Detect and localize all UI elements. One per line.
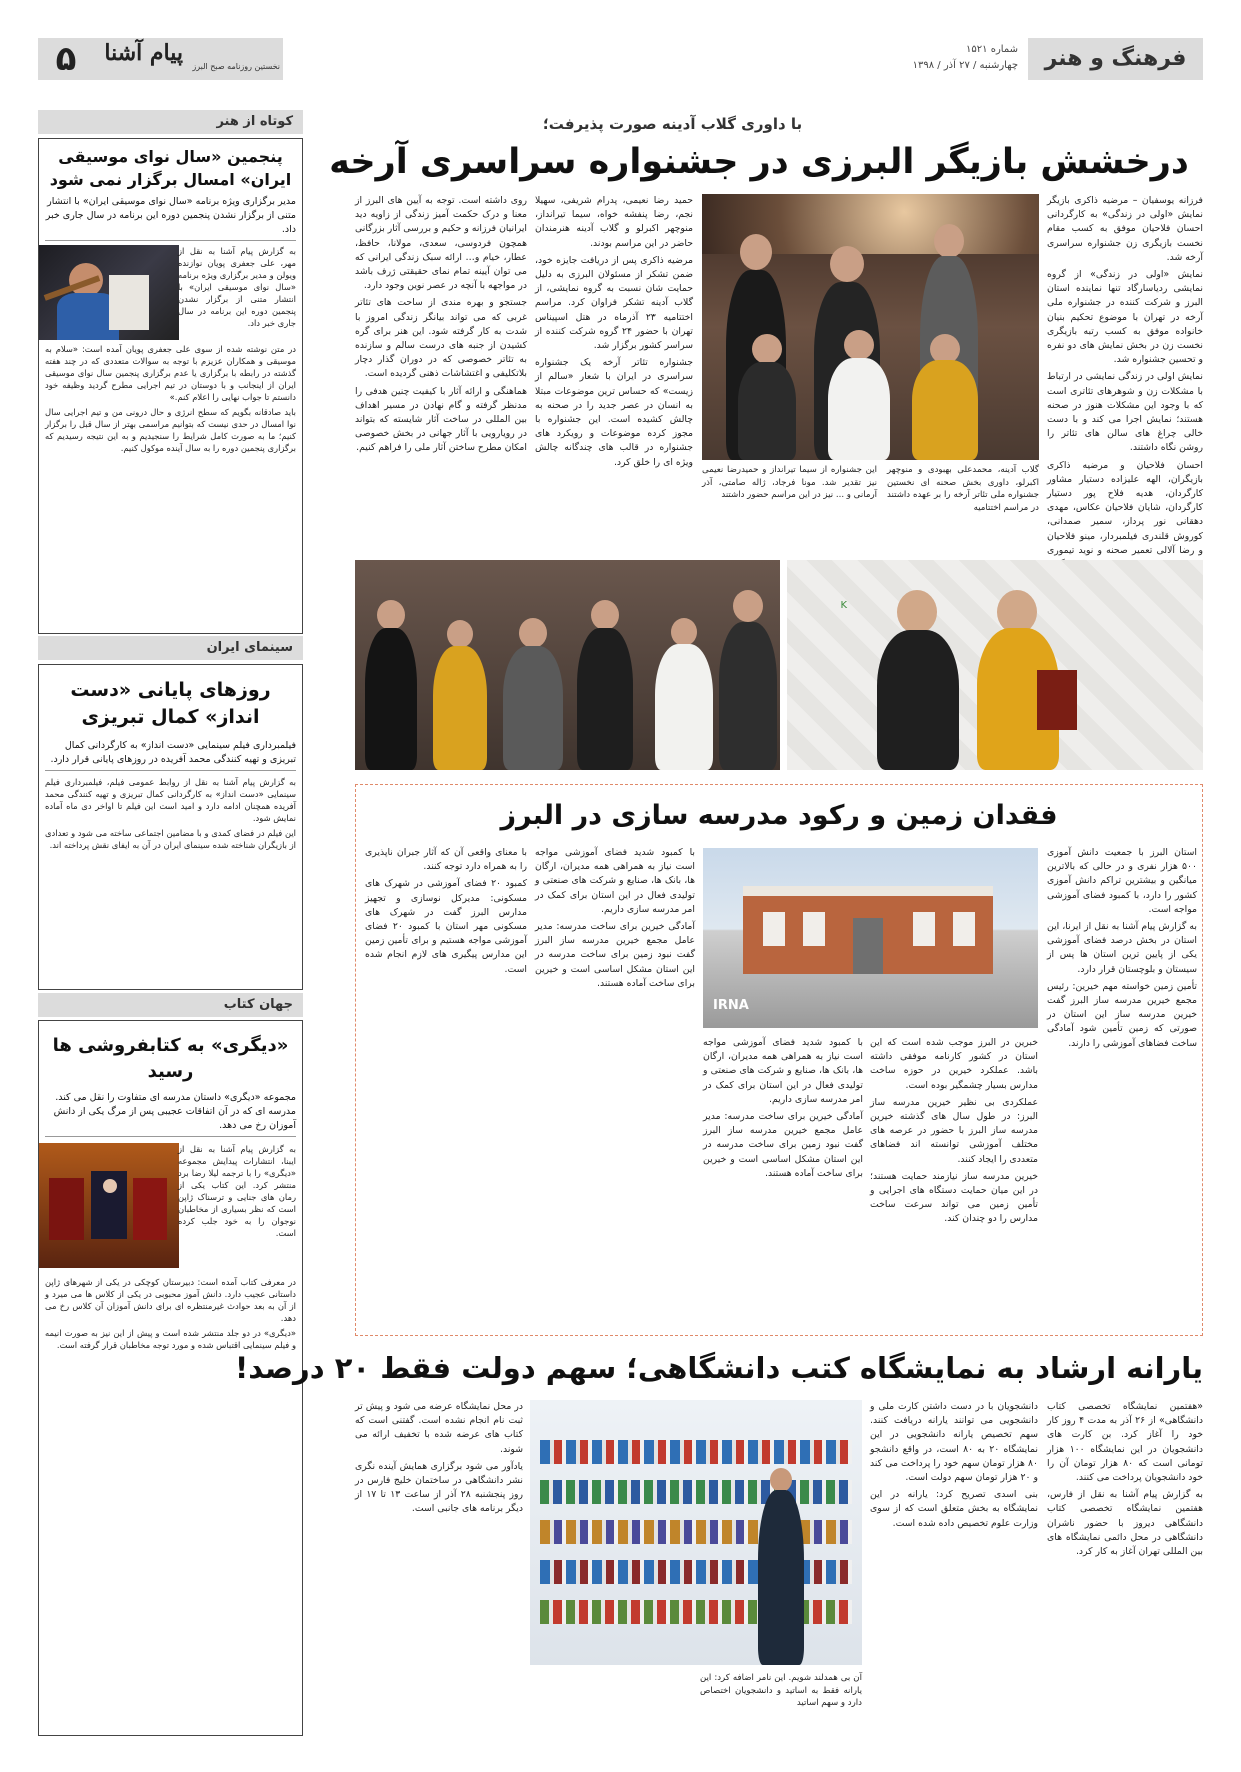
sidebar-box1-lead: مدیر برگزاری ویژه برنامه «سال نوای موسیقی ایران» با انتشار متنی از برگزار نشدن پنجمین دوره این برنامه در سال جاری خبر داد. [45, 195, 296, 241]
sidebar-section-1: کوتاه از هنر [216, 114, 293, 129]
sidebar-box1-body3: باید صادقانه بگویم که سطح انرژی و حال درونی من و تیم اجرایی سال نوا امسال در حدی نیست که بتوانیم مراسمی بهتر از سال قبل را برگزار کنیم؛ ما به صورت کامل شرایط را سنجیدیم و به این نتیجه رسیدیم که برگزاری پنجمین دوره را به سال آینده موکول کنیم. [45, 407, 296, 453]
main-col2-p2: مرضیه ذاکری پس از دریافت جایزه خود، ضمن تشکر از مسئولان البرزی به دلیل حمایت شان نسبت به گروه نمایشی، از گلاب آدینه تشکر فراوان کرد. مراسم اختتامیه ۲۳ آذرماه در هتل اسپیناس تهران با حضور ۲۴ گروه شرکت کننده از سراسر کشور برگزار شد. [535, 254, 693, 352]
sidebar-box3-lead: مجموعه «دیگری» داستان مدرسه ای متفاوت را نقل می کند. مدرسه ای که در آن اتفاقات عجیبی پس از مرگ یکی از دانش آموزان رخ می دهد. [45, 1091, 296, 1137]
violinist-photo [39, 245, 179, 340]
school-building-photo [703, 848, 1038, 1028]
school-column-2 [870, 1036, 1038, 1328]
book-headline: یارانه ارشاد به نمایشگاه کتب دانشگاهی؛ سهم دولت فقط ۲۰ درصد! [235, 1351, 1203, 1385]
school-col2-p2: عملکردی بی نظیر خیرین مدرسه ساز البرز: در طول سال های گذشته خیرین مدرسه ساز البرز با حضور در عرصه های مختلف آموزشی توانسته اند فضاهای متعددی را ایجاد کنند. [870, 1096, 1038, 1165]
sidebar-box1-title: پنجمین «سال نوای موسیقی ایران» امسال برگزار نمی شود [49, 147, 292, 189]
sidebar-box3-body2: در معرفی کتاب آمده است: دبیرستان کوچکی در یکی از شهرهای ژاپن داستانی عجیب دارد. دانش آموز محبوبی در یکی از کلاس ها می میرد و از آن به بعد حوادث غیرمنتظره ای برای دانش آموزان آن کلاس رخ می دهد. [45, 1277, 296, 1323]
sidebar-box1-body1: به گزارش پیام آشنا به نقل از مهر، علی جعفری پویان نوازنده ویولن و مدیر برگزاری ویژه برنامه «سال نوای موسیقی ایران» با انتشار متنی از برگزار نشدن پنجمین دوره این برنامه در سال جاری خبر داد. [178, 246, 296, 328]
page-header [38, 38, 1203, 80]
book-column-1 [1047, 1400, 1203, 1736]
photo-caption-1: گلاب آدینه، محمدعلی بهبودی و منوچهر اکبرلو، داوری بخش صحنه ای نخستین جشنواره ملی تئاتر آرخه را بر عهده داشتند در مراسم اختتامیه [887, 465, 1039, 513]
sidebar-box3-body1: به گزارش پیام آشنا به نقل از ایبنا، انتشارات پیدایش مجموعه «دیگری» را با ترجمه لیلا رضا برد منتشر کرد. این کتاب یکی از رمان های جنایی و ترسناک ژاپن است که نظر بسیاری از مخاطبان نوجوان را به خود جلب کرده است. [178, 1144, 296, 1238]
main-headline: درخشش بازیگر البرزی در جشنواره سراسری آرخه [329, 142, 1189, 182]
book-column-2 [870, 1400, 1038, 1736]
issue-number: شماره ۱۵۲۱ [966, 44, 1018, 55]
school-col4-p1: با کمبود شدید فضای آموزشی مواجه است نیاز به همراهی همه مدیران، ارگان ها، بانک ها، صنایع و شرکت های صنعتی و تولیدی فعال در این استان برای کمک در امر مدرسه سازی داریم. [535, 847, 695, 915]
book-cover-photo [39, 1143, 179, 1268]
page-number: ۵ [55, 39, 77, 79]
main-col1-p3: نمایش اولی در زندگی نمایشی در ارتباط با مشکلات زن و شوهرهای تئاتری است که با وجود این مشکلات هنوز در صحنه هستند؛ نمایش اجرا می کند و با دست خالی چراغ های سالن های تئاتر را روشن نگاه داشتند. [1047, 371, 1203, 454]
main-col3-p2: جستجو و بهره مندی از ساحت های تئاتر غربی که می تواند بیانگر زندگی امروز با شدت به کار گرفته شود. این هنر برای گره کشیدن از جنبه های درست سالم و سازنده به تئاتر خصوصی که در دوران گذار دچار بلاتکلیفی و اغتشاشات ذهنی گردیده است. [355, 297, 527, 380]
school-col1-p3: تأمین زمین خواسته مهم خیرین: رئیس مجمع خیرین مدرسه ساز البرز گفت خیرین مدرسه ساز این استان در صورتی که زمین تأمین شود آمادگی ساخت فضاهای آموزشی را دارند. [1047, 980, 1197, 1049]
sidebar-box1-body2: در متن نوشته شده از سوی علی جعفری پویان آمده است: «سلام به موسیقی و همکاران عزیزم با توجه به سوالات متعددی که در چند هفته گذشته در رابطه با برگزاری یا عدم برگزاری پنجمین سال نوای موسیقی ایران از اینجانب و با دوستان در تیم اجرایی مطرح گردید وظیفه خود دانستم تا جواب نهایی را اعلام کنم.» [45, 344, 296, 402]
section-bar [1028, 38, 1203, 80]
school-col5-p1: با معنای واقعی آن که آثار جبران ناپذیری را به همراه دارد توجه کنند. [365, 847, 527, 873]
sidebar-section-bar-2 [38, 636, 303, 660]
school-column-4 [535, 846, 695, 1328]
school-col1-p2: به گزارش پیام آشنا به نقل از ایرنا، این استان در بخش درصد فضای آموزشی یکی از پایین ترین استان ها پس از سیستان و بلوچستان قرار دارد. [1047, 921, 1197, 975]
sidebar-box3-title: «دیگری» به کتابفروشی ها رسید [52, 1035, 289, 1082]
main-column-1 [1047, 194, 1203, 556]
main-col2-p3: جشنواره تئاتر آرخه یک جشنواره سراسری در ایران با شعار «سالم از زیست» که حساس ترین موضوعات مبتلا به انسان در عصر جدید را در صحنه به چالش کشیده است. این جشنواره با مجوز کرده موضوعات و رویکرد های جشنواره در قالب های چندگانه چالش ویژه ای را خلق کرد. [535, 357, 693, 468]
award-group-photo [702, 194, 1039, 460]
book-col3-p1: در محل نمایشگاه عرضه می شود و پیش تر ثبت نام انجام نشده است. گفتنی است که کتاب های عرضه شده با تخفیف ارائه می شوند. [355, 1401, 523, 1455]
sidebar-section-3: جهان کتاب [223, 997, 293, 1012]
school-column-1 [1047, 846, 1197, 1328]
sidebar-box2-body1: به گزارش پیام آشنا به نقل از روابط عمومی فیلم، فیلمبرداری فیلم سینمایی «دست انداز» به کارگردانی کمال تبریزی و تهیه کنندگی محمد آفریده همچنان ادامه دارد و امید است این فیلم تا اواخر دی ماه آماده نمایش شود. [45, 777, 296, 823]
main-col3-p1: روی داشته است. توجه به آیین های البرز از معنا و درک حکمت آمیز زندگی از زاویه دید ایرانیان فرزانه و حکیم و بررسی آثار بزرگانی همچون فردوسی، سعدی، مولانا، حافظ، عطار، خیام و… ارائه سبک زندگی ایرانی که می توان آیینه تمام نمای حقیقتی ژرف باشد در مواجهه با آنچه در عصر نوین وجود دارد. [355, 195, 527, 292]
sidebar-section-bar-3 [38, 993, 303, 1017]
school-col2-p1: خبرین در البرز موجب شده است که این استان در کشور کارنامه موفقی داشته باشد. عملکرد خیرین در حوزه ساخت مدارس بسیار چشمگیر بوده است. [870, 1037, 1038, 1091]
main-column-3 [355, 194, 527, 524]
school-column-3 [703, 1036, 863, 1328]
sidebar-box-1 [38, 138, 303, 634]
school-column-5 [365, 846, 527, 1328]
issue-date: چهارشنبه / ۲۷ آذر / ۱۳۹۸ [912, 60, 1018, 71]
book-col1-p1: «هفتمین نمایشگاه تخصصی کتاب دانشگاهی» از ۲۶ آذر به مدت ۴ روز کار خود را آغاز کرد. بن کارت های دانشجویان در این نمایشگاه ۱۰۰ هزار تومانی است که ۸۰ هزار تومان آن را خود دانشجویان پرداخت می کنند. [1047, 1401, 1204, 1484]
masthead-tagline: نخستین روزنامه صبح البرز [192, 62, 280, 71]
sidebar-box2-lead: فیلمبرداری فیلم سینمایی «دست انداز» به کارگردانی کمال تبریزی و تهیه کنندگی محمد آفریده در روزهای پایانی قرار دارد. [45, 739, 296, 771]
school-headline: فقدان زمین و رکود مدرسه سازی در البرز [500, 800, 1058, 831]
sidebar-box2-title: روزهای پایانی «دست انداز» کمال تبریزی [70, 679, 271, 728]
sidebar-section-bar-1 [38, 110, 303, 134]
book-col2-p1: دانشجویان با در دست داشتن کارت ملی و دانشجویی می توانند یارانه دریافت کنند. سهم تخصیص یارانه دانشجویی در این نمایشگاه ۲۰ به ۸۰ است، در واقع دانشجو ۸۰ هزار تومان سهم خود را پرداخت می کند و ۲۰ هزار تومان سهم دولت است. [870, 1401, 1039, 1484]
main-col1-p2: نمایش «اولی در زندگی» از گروه نمایشی ردیاسارگاد تنها نماینده استان البرز و شرکت کننده در جشنواره ملی آرخه در تهران با موضوع تحکیم بنیان خانواده موفق به کسب رتبه بازیگری نخست زن در بخش نمایش های دو نفره و تحسین جشنواره شد. [1047, 269, 1203, 366]
sidebar-box3-body3: «دیگری» در دو جلد منتشر شده است و پیش از این نیز به صورت انیمه و فیلم سینمایی اقتباس شده و مورد توجه مخاطبان قرار گرفته است. [45, 1328, 296, 1350]
book-fair-photo [530, 1400, 862, 1665]
issue-info [858, 42, 1018, 78]
sidebar-box-2 [38, 664, 303, 990]
school-col1-p1: استان البرز با جمعیت دانش آموزی ۵۰۰ هزار نفری و در حالی که بالاترین میانگین و بیشترین تراکم دانش آموزی کشور را دارد، با کمبود فضای آموزشی مواجه است. [1047, 847, 1197, 915]
book-col3-p2: یادآور می شود برگزاری همایش آینده نگری نشر دانشگاهی در ساختمان خلیج فارس در روز پنجشنبه ۲۸ آذر از ساعت ۱۳ تا ۱۷ از دیگر برنامه های جانبی است. [355, 1460, 523, 1515]
award-winner-photo: K [787, 560, 1203, 770]
sidebar-section-2: سینمای ایران [206, 640, 293, 655]
masthead-logo: پیام آشنا [104, 40, 183, 66]
main-kicker: با داوری گلاب آدینه صورت پذیرفت؛ [542, 115, 803, 133]
school-col3-p1: با کمبود شدید فضای آموزشی مواجه است نیاز به همراهی همه مدیران، ارگان ها، بانک ها، صنایع و شرکت های صنعتی و تولیدی فعال در این استان برای کمک در امر مدرسه سازی داریم. [703, 1037, 863, 1105]
book-column-3 [355, 1400, 523, 1736]
book-col1-p2: به گزارش پیام آشنا به نقل از فارس، هفتمین نمایشگاه تخصصی کتاب دانشگاهی دیروز با حضور ناشران دانشگاهی در محل دائمی نمایشگاه های بین المللی تهران آغاز به کار کرد. [1047, 1489, 1203, 1558]
main-col1-p1: فرزانه یوسفیان – مرضیه ذاکری بازیگر نمایش «اولی در زندگی» به کارگردانی احسان فلاحیان موفق به کسب مقام نخست بازیگری زن جشنواره سراسری آرخه شد. [1047, 195, 1203, 263]
book-photo-caption: آن بی همدلند شویم. این نامر اضافه کرد: این یارانه فقط به اساتید و دانشجویان اختصاص دارد و سهم اساتید [700, 1673, 862, 1708]
photo-caption-2: این جشنواره از سیما تیرانداز و حمیدرضا نعیمی نیز تقدیر شد. مونا فرجاد، ژاله صامتی، آذر آرمانی و ... نیز در این مراسم حضور داشتند [702, 465, 877, 500]
school-col4-p2: آمادگی خیرین برای ساخت مدرسه: مدیر عامل مجمع خیرین مدرسه ساز البرز گفت نبود زمین برای ساخت مدرسه در این استان مشکل اساسی است و خیرین برای ساخت آماده هستند. [535, 921, 695, 989]
main-col3-p3: هماهنگی و ارائه آثار با کیفیت چنین هدفی را مدنظر گرفته و گام نهادن در مسیر اهداف بین المللی در ساخت آثار شایسته که بتواند در رویارویی با آثار جهانی در بخش خصوصی امکان مطرح ساختن آثار ملی را فراهم کنیم. [355, 385, 527, 454]
group-portrait-photo [355, 560, 780, 770]
school-col3-p2: آمادگی خیرین برای ساخت مدرسه: مدیر عامل مجمع خیرین مدرسه ساز البرز گفت نبود زمین برای ساخت مدرسه در این استان مشکل اساسی است و خیرین برای ساخت آماده هستند. [703, 1111, 863, 1179]
irna-watermark: IRNA [713, 998, 749, 1013]
main-column-2 [535, 194, 693, 524]
school-col2-p3: خیرین مدرسه ساز نیازمند حمایت هستند؛ در این میان حمایت دستگاه های اجرایی و تأمین زمین می تواند سرعت ساخت مدارس را دو چندان کند. [870, 1170, 1038, 1225]
section-title: فرهنگ و هنر [1044, 46, 1187, 71]
main-col1-p4: احسان فلاحیان و مرضیه ذاکری بازیگران، الهه علیزاده دستیار مشاور کارگردان، هدیه فلاح پور دستیار کارگردان، شایان فلاحیان عکاس، مهدی دهقانی نور پرداز، سمیر صمدانی، کوروش قلندری فیلمبردار، مینو فلاحیان و رضا آلالی تعمیر صحنه و نوید تیموری [1047, 459, 1203, 556]
school-col5-p2: کمبود ۲۰ فضای آموزشی در شهرک های مسکونی: مدیرکل نوسازی و تجهیز مدارس البرز گفت در شهرک های مسکونی مهر استان با کمبود ۲۰ فضای آموزشی مواجه هستیم و برای تأمین زمین این مدارس پیگیری های لازم انجام شده است. [365, 878, 527, 975]
main-col2-p1: حمید رضا نعیمی، پدرام شریفی، سهیلا نجم، رضا پنفشه خواه، سیما تیرانداز، منوچهر اکبرلو و گلاب آدینه هنرمندان حاضر در این مراسم بودند. [535, 195, 693, 249]
sidebar-box2-body2: این فیلم در فضای کمدی و با مضامین اجتماعی ساخته می شود و تعدادی از بازیگران شناخته شده سینمای ایران در آن به ایفای نقش پرداخته اند. [45, 828, 296, 850]
book-col2-p2: بنی اسدی تصریح کرد: یارانه در این نمایشگاه به بخش متعلق است که از سوی وزارت علوم تخصیص داده شده است. [870, 1489, 1038, 1529]
